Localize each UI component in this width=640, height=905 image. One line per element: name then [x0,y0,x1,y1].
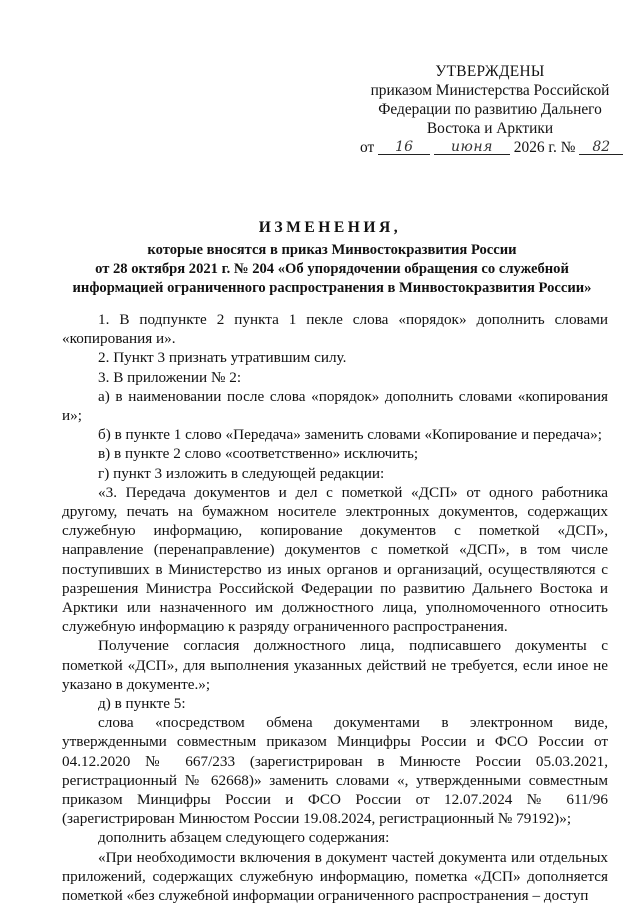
subtitle-line: которые вносятся в приказ Минвостокразвития России [147,242,517,258]
approval-line: приказом Министерства Российской [370,82,610,99]
paragraph: «При необходимости включения в документ частей документа или отдельных приложений, содержащих служебную информацию, пометка «ДСП» дополняется пометкой «без служебной информации ограниченного распространения – доступ [62,848,608,905]
approval-stamp [360,62,620,157]
order-year: 2026 г. № [513,139,576,156]
document-title: ИЗМЕНЕНИЯ, [258,219,402,236]
document-body [62,310,608,905]
paragraph: 2. Пункт 3 признать утратившим силу. [98,349,347,367]
subtitle-line: от 28 октября 2021 г. № 204 «Об упорядочении обращения со служебной [95,261,569,277]
paragraph: б) в пункте 1 слово «Передача» заменить словами «Копирование и передача»; [98,426,602,444]
approval-line: Востока и Арктики [426,120,554,137]
order-day-handwritten: 16 [378,140,430,155]
paragraph: «3. Передача документов и дел с пометкой «ДСП» от одного работника другому, печать на бумажном носителе электронных документов, содержащих служебную информацию, копирование документов с пометкой «ДСП», направление (перенаправление) документов с пометкой «ДСП», в том числе поступивших в Министерство из иных органов и организаций, осуществляются с разрешения Министра Российской Федерации по развитию Дальнего Востока и Арктики или назначенного им должностного лица, уполномоченного относить служебную информацию к разряду ограниченного распространения. [62,483,608,636]
paragraph: д) в пункте 5: [98,695,186,713]
order-prefix: от [360,139,375,156]
paragraph: г) пункт 3 изложить в следующей редакции: [98,464,385,482]
paragraph: Получение согласия должностного лица, подписавшего документы с пометкой «ДСП», для выполнения указанных действий не требуется, если иное не указано в документе.»; [62,637,608,693]
approval-heading: УТВЕРЖДЕНЫ [435,63,545,80]
subtitle-line: информацией ограниченного распространения в Минвостокразвития России» [72,280,592,296]
approval-order-line [360,138,620,157]
approval-line: Федерации по развитию Дальнего [378,101,602,118]
paragraph: 1. В подпункте 2 пункта 1 пекле слова «порядок» дополнить словами «копирования и». [62,311,608,348]
paragraph: слова «посредством обмена документами в электронном виде, утвержденными совместным приказом Минцифры России и ФСО России от 04.12.2020 № 667/233 (зарегистрирован в Минюсте России 05.03.2021, регистрационный № 62668)» заменить словами «, утвержденными совместным приказом Минцифры России и ФСО России от 12.07.2024 № 611/96 (зарегистрирован Минюстом России 19.08.2024, регистрационный № 79192)»; [62,714,608,828]
document-subtitle [62,241,602,298]
paragraph: дополнить абзацем следующего содержания: [98,829,390,847]
paragraph: в) в пункте 2 слово «соответственно» исключить; [98,445,419,463]
paragraph: а) в наименовании после слова «порядок» дополнить словами «копирования и»; [62,387,608,425]
order-month-handwritten: июня [434,140,510,155]
order-number-handwritten: 82 [579,140,623,155]
paragraph: 3. В приложении № 2: [98,368,242,386]
